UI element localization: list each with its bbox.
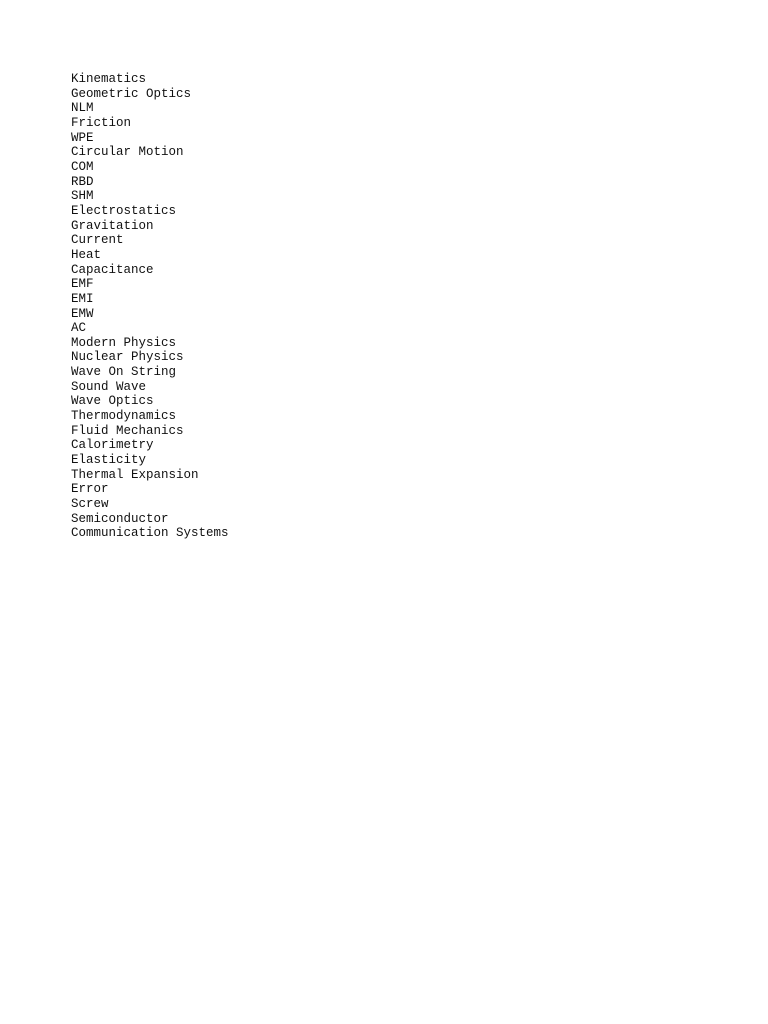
topic-item: Calorimetry [71,438,154,453]
topic-item: Gravitation [71,218,154,233]
topic-item: Friction [71,115,132,130]
topic-item: Geometric Optics [71,86,192,101]
topic-item: EMF [71,277,94,292]
topic-item: Fluid Mechanics [71,423,184,438]
topic-item: Electrostatics [71,203,177,218]
topic-item: EMW [71,306,94,321]
topic-item: Modern Physics [71,335,177,350]
topic-list [71,72,229,541]
topic-item: Communication Systems [71,526,229,541]
topic-item: EMI [71,291,94,306]
topic-item: Error [71,482,109,497]
topic-item: Nuclear Physics [71,350,184,365]
topic-item: Wave On String [71,365,177,380]
topic-item: AC [71,321,87,336]
topic-item: Heat [71,247,102,262]
topic-item: WPE [71,130,94,145]
topic-item: Elasticity [71,453,147,468]
topic-item: Wave Optics [71,394,154,409]
topic-item: COM [71,159,94,174]
topic-item: Screw [71,497,109,512]
topic-item: Kinematics [71,72,147,86]
topic-item: Sound Wave [71,379,147,394]
topic-item: Current [71,233,124,248]
topic-item: Thermodynamics [71,409,177,424]
topic-item: Thermal Expansion [71,467,199,482]
topic-item: Semiconductor [71,511,169,526]
topic-item: NLM [71,101,94,116]
topic-item: SHM [71,189,94,204]
topic-item: Circular Motion [71,145,184,160]
topic-item: RBD [71,174,94,189]
topic-item: Capacitance [71,262,154,277]
